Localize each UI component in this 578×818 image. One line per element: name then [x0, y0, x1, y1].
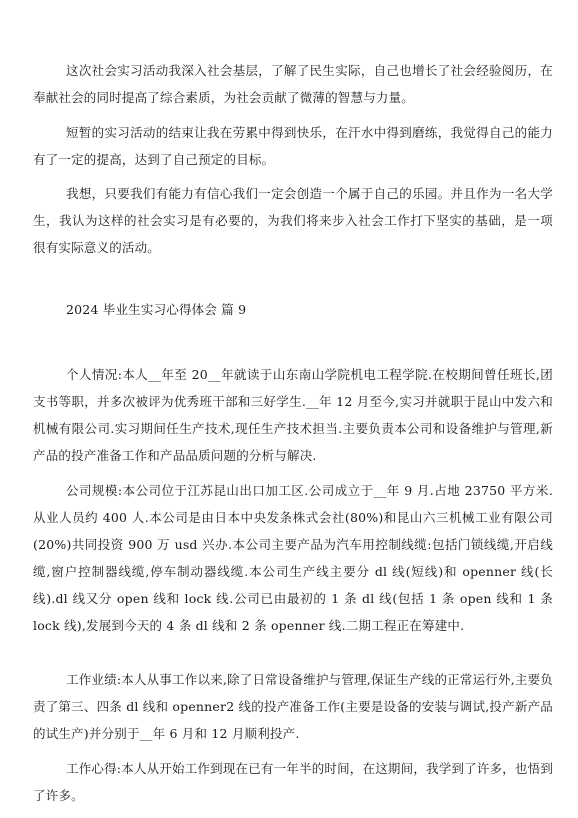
paragraph-work-performance: 工作业绩:本人从事工作以来,除了日常设备维护与管理,保证生产线的正常运行外,主要负责了第三、四条 dl 线和 openner2 线的投产准备工作(主要是设备的安装与调试,投产新产品的试生产)并分别于__年 6 月和 12 月顺利投产. — [33, 672, 553, 741]
paragraph-company-scale: 公司规模:本公司位于江苏昆山出口加工区.公司成立于__年 9 月.占地 23750 平方米.从业人员约 400 人.本公司是由日本中央发条株式会社(80%)和昆山六三机械工业有限公司(20%)共同投资 900 万 usd 兴办.本公司主要产品为汽车用控制线缆:包括门锁线缆,开启线缆,窗户控制器线缆,停车制动器线缆.本公司生产线主要分 dl 线(短线)和 openner 线(长线).dl 线又分 open 线和 lock 线.公司已由最初的 1 条 dl 线(包括 1 条 open 线和 1 条 lock 线),发展到今天的 4 条 dl 线和 2 条 openner 线.二期工程正在筹建中. — [33, 483, 553, 633]
section-heading: 2024 毕业生实习心得体会 篇 9 — [66, 302, 247, 317]
paragraph-work-insights: 工作心得:本人从开始工作到现在已有一年半的时间，在这期间，我学到了许多，也悟到了许多。 — [33, 761, 554, 803]
paragraph-personal-info: 个人情况:本人__年至 20__年就读于山东南山学院机电工程学院.在校期间曾任班长,团支书等职，并多次被评为优秀班干部和三好学生.__年 12 月至今,实习并就职于昆山中发六和机械有限公司.实习期间任生产技术,现任生产技术担当.主要负责本公司和设备维护与管理,新产品的投产准备工作和产品品质问题的分析与解决. — [33, 367, 553, 463]
paragraph-short-internship: 短暂的实习活动的结束让我在劳累中得到快乐，在汗水中得到磨练，我觉得自己的能力有了一定的提高，达到了自己预定的目标。 — [33, 125, 553, 167]
paragraph-social-practice: 这次社会实习活动我深入社会基层，了解了民生实际，自己也增长了社会经验阅历，在奉献社会的同时提高了综合素质，为社会贡献了微薄的智慧与力量。 — [33, 63, 553, 105]
paragraph-conclusion: 我想，只要我们有能力有信心我们一定会创造一个属于自己的乐园。并且作为一名大学生，我认为这样的社会实习是有必要的，为我们将来步入社会工作打下坚实的基础，是一项很有实际意义的活动。 — [33, 186, 553, 255]
